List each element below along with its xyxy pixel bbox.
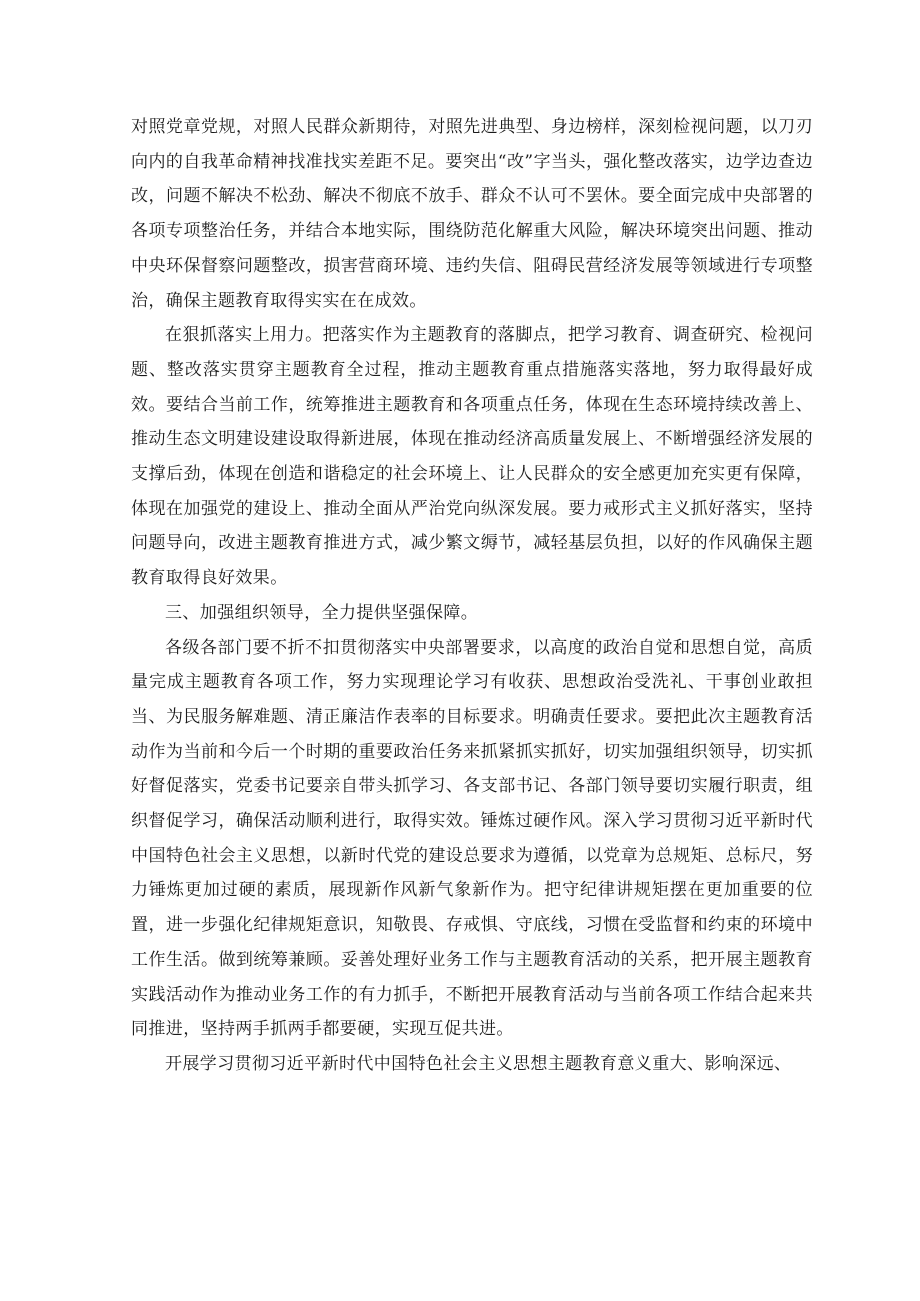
paragraph-closing: 开展学习贯彻习近平新时代中国特色社会主义思想主题教育意义重大、影响深远、: [165, 1053, 792, 1074]
document-body: [131, 110, 813, 1082]
paragraph-implementation: 在狠抓落实上用力。把落实作为主题教育的落脚点，把学习教育、调查研究、检视问题、整改落实贯穿主题教育全过程，推动主题教育重点措施落实落地，努力取得最好成效。要结合当前工作，统筹推进主题教育和各项重点任务，体现在生态环境持续改善上、推动生态文明建设建设取得新进展，体现在推动经济高质量发展上、不断增强经济发展的支撑后劲，体现在创造和谐稳定的社会环境上、让人民群众的安全感更加充实更有保障，体现在加强党的建设上、推动全面从严治党向纵深发展。要力戒形式主义抓好落实，坚持问题导向，改进主题教育推进方式，减少繁文缛节，减轻基层负担，以好的作风确保主题教育取得良好效果。: [131, 325, 813, 589]
paragraph-continuation: 对照党章党规，对照人民群众新期待，对照先进典型、身边榜样，深刻检视问题，以刀刃向内的自我革命精神找准找实差距不足。要突出“改”字当头，强化整改落实，边学边查边改，问题不解决不松劲、解决不彻底不放手、群众不认可不罢休。要全面完成中央部署的各项专项整治任务，并结合本地实际，围绕防范化解重大风险，解决环境突出问题、推动中央环保督察问题整改，损害营商环境、违约失信、阻碍民营经济发展等领域进行专项整治，确保主题教育取得实实在在成效。: [131, 117, 813, 311]
paragraph-requirements: 各级各部门要不折不扣贯彻落实中央部署要求，以高度的政治自觉和思想自觉，高质量完成主题教育各项工作，努力实现理论学习有收获、思想政治受洗礼、干事创业敢担当、为民服务解难题、清正廉洁作表率的目标要求。明确责任要求。要把此次主题教育活动作为当前和今后一个时期的重要政治任务来抓紧抓实抓好，切实加强组织领导，切实抓好督促落实，党委书记要亲自带头抓学习、各支部书记、各部门领导要切实履行职责，组织督促学习，确保活动顺利进行，取得实效。锤炼过硬作风。深入学习贯彻习近平新时代中国特色社会主义思想，以新时代党的建设总要求为遵循，以党章为总规矩、总标尺，努力锤炼更加过硬的素质，展现新作风新气象新作为。把守纪律讲规矩摆在更加重要的位置，进一步强化纪律规矩意识，知敬畏、存戒惧、守底线，习惯在受监督和约束的环境中工作生活。做到统筹兼顾。妥善处理好业务工作与主题教育活动的关系，把开展主题教育实践活动作为推动业务工作的有力抓手，不断把开展教育活动与当前各项工作结合起来共同推进，坚持两手抓两手都要硬，实现互促共进。: [131, 637, 813, 1040]
section-heading-organization: 三、加强组织领导，全力提供坚强保障。: [165, 602, 479, 623]
